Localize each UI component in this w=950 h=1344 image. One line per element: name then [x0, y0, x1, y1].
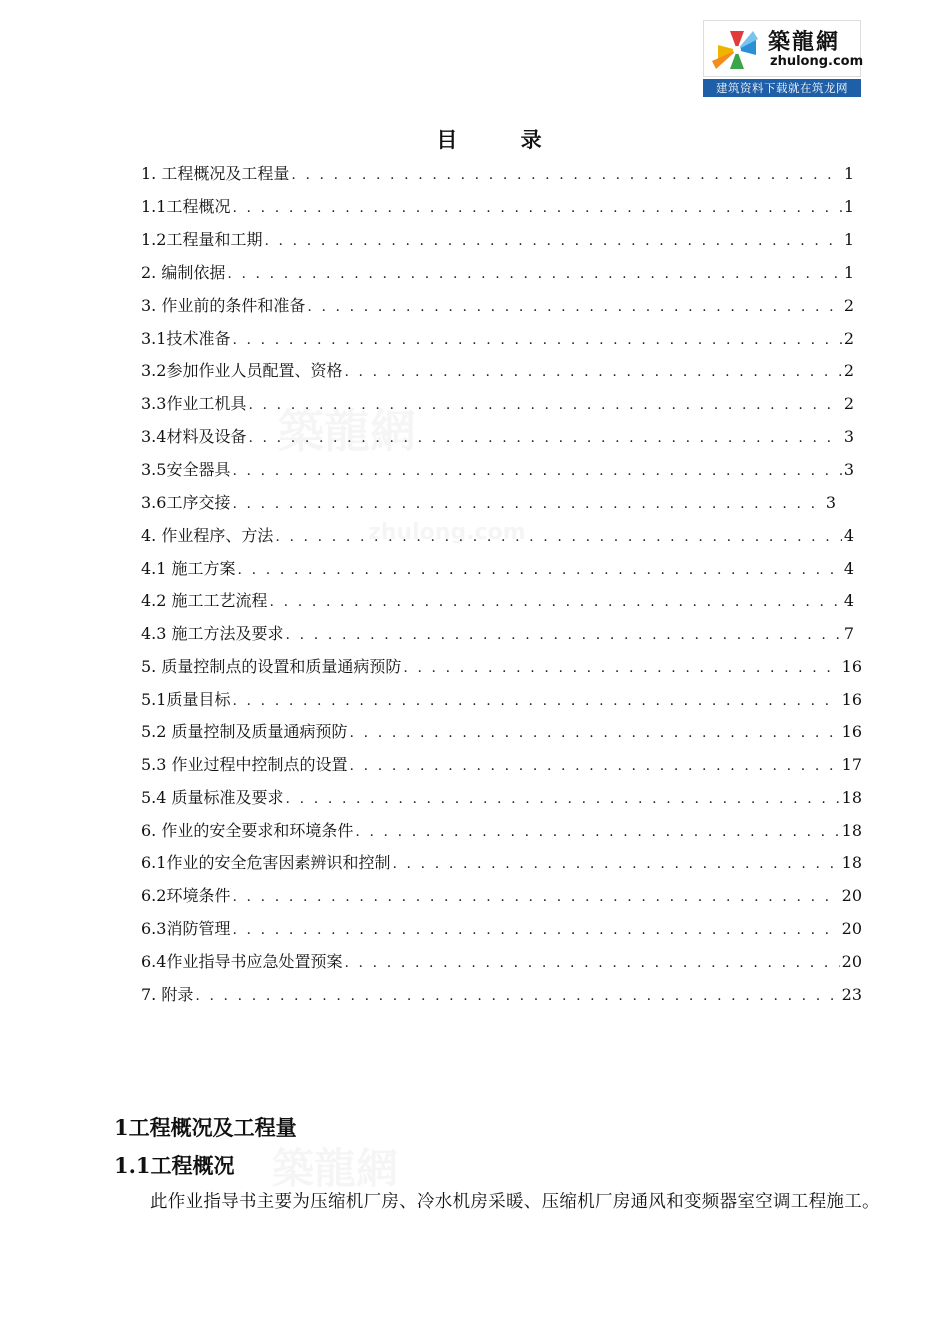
toc-entry-page: 17: [841, 755, 862, 774]
toc-entry[interactable]: [141, 261, 854, 285]
toc-entry-label: 5.1质量目标: [141, 690, 231, 709]
toc-entry-label: 6.1作业的安全危害因素辨识和控制: [141, 853, 391, 872]
logo-english-text: zhulong.com: [770, 54, 864, 69]
toc-leader-dots: [264, 229, 841, 253]
toc-entry-page: 20: [841, 886, 862, 905]
toc-leader-dots: [275, 525, 841, 549]
toc-leader-dots: [238, 558, 842, 582]
toc-leader-dots: [286, 623, 842, 647]
pinwheel-logo-icon: [708, 25, 766, 75]
toc-entry[interactable]: [141, 851, 862, 875]
toc-entry-label: 4. 作业程序、方法: [141, 526, 274, 545]
toc-leader-dots: [350, 754, 840, 778]
toc-entry[interactable]: [141, 884, 862, 908]
toc-entry-label: 3.2参加作业人员配置、资格: [141, 361, 343, 380]
toc-entry[interactable]: [141, 655, 862, 679]
toc-leader-dots: [355, 820, 839, 844]
toc-entry[interactable]: [141, 294, 854, 318]
toc-entry[interactable]: [141, 425, 854, 449]
toc-entry-label: 6.2环境条件: [141, 886, 231, 905]
toc-entry-label: 5.2 质量控制及质量通病预防: [141, 722, 348, 741]
toc-leader-dots: [344, 951, 839, 975]
toc-entry-label: 1.2工程量和工期: [141, 230, 263, 249]
toc-entry-page: 1: [843, 197, 854, 216]
section-heading-1-1: 1.1工程概况: [114, 1153, 235, 1178]
toc-entry-page: 4: [843, 559, 854, 578]
toc-leader-dots: [350, 721, 840, 745]
toc-leader-dots: [232, 885, 839, 909]
toc-leader-dots: [232, 918, 839, 942]
toc-entry-label: 6.4作业指导书应急处置预案: [141, 952, 343, 971]
toc-entry[interactable]: [141, 983, 862, 1007]
toc-entry-page: 1: [843, 263, 854, 282]
toc-entry-page: 16: [841, 657, 862, 676]
toc-entry-page: 1: [843, 164, 854, 183]
toc-entry-label: 4.1 施工方案: [141, 559, 236, 578]
toc-entry-page: 18: [841, 821, 862, 840]
toc-leader-dots: [307, 295, 841, 319]
toc-entry-page: 16: [841, 722, 862, 741]
toc-entry[interactable]: [141, 228, 854, 252]
toc-entry[interactable]: [141, 195, 854, 219]
toc-entry-page: 4: [843, 591, 854, 610]
toc-entry-label: 3.5安全器具: [141, 460, 231, 479]
toc-entry-page: 18: [841, 853, 862, 872]
toc-entry-page: 20: [841, 952, 862, 971]
section-heading-1: 1工程概况及工程量: [114, 1115, 297, 1140]
toc-entry[interactable]: [141, 720, 862, 744]
toc-entry[interactable]: [141, 819, 862, 843]
logo-box: [703, 20, 864, 77]
toc-leader-dots: [403, 656, 839, 680]
toc-leader-dots: [232, 689, 839, 713]
toc-entry-label: 6.3消防管理: [141, 919, 231, 938]
toc-entry-label: 3.4材料及设备: [141, 427, 247, 446]
zhulong-logo: [703, 20, 864, 97]
toc-entry[interactable]: [141, 786, 862, 810]
toc-leader-dots: [232, 196, 841, 220]
toc-entry-label: 1. 工程概况及工程量: [141, 164, 290, 183]
toc-entry-label: 3. 作业前的条件和准备: [141, 296, 306, 315]
toc-entry[interactable]: [141, 524, 854, 548]
toc-entry-label: 3.6工序交接: [141, 493, 231, 512]
toc-entry-page: 2: [843, 296, 854, 315]
toc-leader-dots: [232, 459, 841, 483]
toc-leader-dots: [270, 590, 842, 614]
toc-entry-label: 4.3 施工方法及要求: [141, 624, 284, 643]
toc-entry-page: 4: [843, 526, 854, 545]
toc-entry-label: 5.3 作业过程中控制点的设置: [141, 755, 348, 774]
toc-entry-label: 5.4 质量标准及要求: [141, 788, 284, 807]
toc-entry-label: 2. 编制依据: [141, 263, 226, 282]
toc-entry-label: 1.1工程概况: [141, 197, 231, 216]
toc-entry[interactable]: [141, 359, 854, 383]
toc-leader-dots: [232, 492, 823, 516]
toc-leader-dots: [195, 984, 839, 1008]
toc-leader-dots: [392, 852, 839, 876]
toc-entry[interactable]: [141, 458, 854, 482]
toc-entry-label: 6. 作业的安全要求和环境条件: [141, 821, 354, 840]
toc-entry-label: 3.1技术准备: [141, 329, 231, 348]
toc-entry-page: 2: [843, 361, 854, 380]
toc-entry[interactable]: [141, 162, 854, 186]
toc-entry-page: 3: [825, 493, 836, 512]
toc-entry-page: 2: [843, 394, 854, 413]
toc-entry[interactable]: [141, 622, 854, 646]
toc-entry-label: 3.3作业工机具: [141, 394, 247, 413]
toc-entry-page: 2: [843, 329, 854, 348]
toc-leader-dots: [248, 426, 841, 450]
toc-entry-page: 3: [843, 460, 854, 479]
toc-leader-dots: [344, 360, 841, 384]
toc-entry-page: 18: [841, 788, 862, 807]
toc-entry[interactable]: [141, 589, 854, 613]
toc-entry[interactable]: [141, 917, 862, 941]
toc-entry-page: 16: [841, 690, 862, 709]
toc-entry[interactable]: [141, 688, 862, 712]
toc-leader-dots: [291, 163, 841, 187]
toc-entry[interactable]: [141, 327, 854, 351]
toc-leader-dots: [227, 262, 841, 286]
toc-title: 目 录: [436, 127, 570, 152]
toc-entry-label: 4.2 施工工艺流程: [141, 591, 268, 610]
logo-chinese-text: 築龍網: [768, 29, 841, 55]
logo-slogan: 建筑资料下载就在筑龙网: [703, 79, 861, 97]
toc-entry-page: 20: [841, 919, 862, 938]
toc-leader-dots: [286, 787, 840, 811]
toc-entry[interactable]: [141, 557, 854, 581]
toc-entry[interactable]: [141, 950, 862, 974]
toc-leader-dots: [232, 328, 841, 352]
toc-entry[interactable]: [141, 392, 854, 416]
toc-entry-page: 3: [843, 427, 854, 446]
toc-entry-label: 7. 附录: [141, 985, 194, 1004]
body-paragraph: 此作业指导书主要为压缩机厂房、冷水机房采暖、压缩机厂房通风和变频器室空调工程施工。: [150, 1192, 880, 1212]
toc-entry-label: 5. 质量控制点的设置和质量通病预防: [141, 657, 402, 676]
toc-entry-page: 23: [841, 985, 862, 1004]
toc-entry-page: 1: [843, 230, 854, 249]
toc-entry[interactable]: [141, 753, 862, 777]
toc-entry[interactable]: [141, 491, 836, 515]
toc-entry-page: 7: [843, 624, 854, 643]
toc-leader-dots: [248, 393, 841, 417]
